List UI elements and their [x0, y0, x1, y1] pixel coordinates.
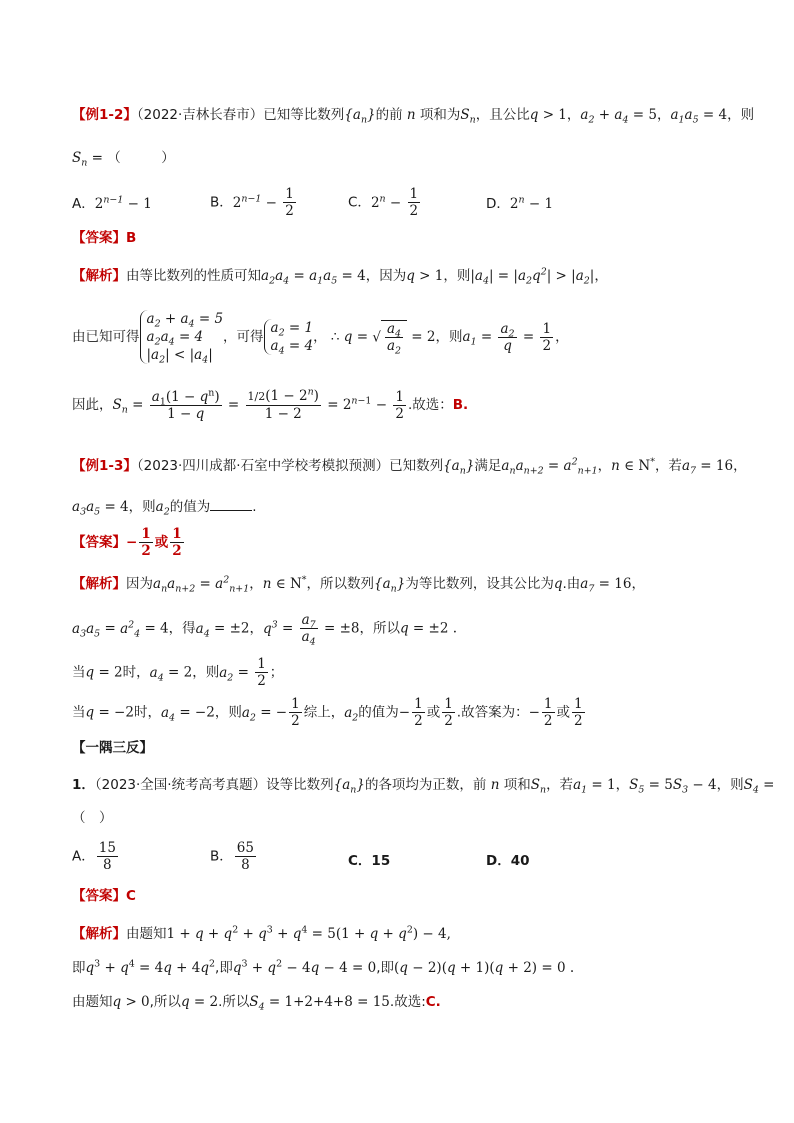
- math: = 4: [100, 499, 129, 515]
- math-frac: $\frac{1}{2}$: [574, 696, 583, 729]
- math: $2^{n-1} - 1$: [94, 194, 152, 212]
- question-stem: 的各项均为正数，前: [364, 777, 487, 793]
- math: = 2: [189, 994, 219, 1010]
- ex13-stem: 已知数列: [389, 458, 444, 474]
- ex13-stem: 满足: [474, 458, 502, 474]
- question-stem: ，则: [716, 777, 744, 793]
- answer-tag: 【答案】: [72, 888, 126, 904]
- analysis-text: ,即: [376, 960, 394, 976]
- math: $a^2_{n+1}$: [563, 456, 598, 477]
- practice-option-a: [72, 840, 120, 873]
- ex12-option-a: [72, 192, 152, 212]
- math: $a_na_{n+2}$: [501, 458, 544, 477]
- analysis-text: 因此，: [72, 397, 113, 413]
- ex12-answer: [72, 228, 136, 248]
- ex12-option-d: [486, 192, 553, 212]
- math: $a_4$: [160, 704, 176, 724]
- ex12-stem: 的前: [375, 107, 403, 123]
- math: = 4: [140, 620, 169, 637]
- math: $S_n$: [72, 150, 88, 169]
- math: = 5: [628, 107, 657, 123]
- ex13-tag: 【例1-3】: [72, 458, 137, 474]
- math: = ±2 .: [408, 620, 458, 637]
- math: = 1: [587, 777, 616, 793]
- analysis-text: 时，: [122, 664, 150, 681]
- math-frac: $\frac{1}{2}$: [291, 696, 300, 729]
- analysis-text: 时，: [133, 704, 161, 721]
- analysis-text: ，因为: [365, 268, 407, 284]
- analysis-text: 由等比数列的性质可知: [126, 268, 261, 284]
- analysis-text: ，则: [443, 268, 471, 284]
- option-value: 40: [510, 853, 530, 869]
- math: = 16: [594, 576, 632, 592]
- math: $a_1$: [573, 777, 588, 796]
- math: $S_n$: [112, 397, 128, 416]
- math: q: [85, 704, 95, 721]
- math: q: [553, 576, 563, 592]
- ex13-source: （2023·四川成都·石室中学校考模拟预测）: [136, 458, 390, 474]
- analysis-text: ，: [631, 576, 645, 592]
- analysis-text: ，: [555, 329, 569, 345]
- math: = ±8: [319, 620, 360, 637]
- question-stem: 设等比数列: [266, 777, 334, 793]
- ex13-stem: ，则: [128, 499, 156, 515]
- math: = 4: [698, 107, 728, 123]
- math: $q^3 + q^2 - 4q - 4 = 0$: [232, 958, 377, 976]
- practice-answer: [72, 886, 136, 906]
- math-system: $a_2 + a_4 = 5$ $a_2a_4 = 4$ $|a_2| < |a_4|$: [140, 310, 224, 364]
- analysis-text: ，可得: [223, 329, 264, 345]
- math-frac: $\frac{15}{8}$: [98, 840, 116, 873]
- analysis-text: ,即: [215, 960, 233, 976]
- analysis-text: ，: [313, 329, 327, 345]
- math-frac: $\frac{1}{2}$: [285, 186, 294, 219]
- option-letter: D．: [486, 196, 510, 212]
- math: $S_4$: [249, 994, 265, 1013]
- option-letter: A．: [72, 196, 95, 212]
- math: q: [406, 268, 415, 284]
- option-letter: A．: [72, 848, 95, 865]
- math: q: [112, 994, 122, 1010]
- math-frac: $\frac{a_7}{a_4}$: [301, 612, 316, 648]
- analysis-text: 即: [72, 960, 86, 976]
- question-source: （2023·全国·统考高考真题）: [94, 777, 267, 793]
- ex12-stem-line1: [72, 105, 754, 125]
- ex13-analysis-line3: [72, 656, 283, 689]
- math: =: [476, 329, 497, 345]
- math: $S_3$: [672, 777, 689, 796]
- math: $a_4$: [614, 107, 629, 126]
- answer-tag: 【答案】: [72, 230, 126, 246]
- math-frac: $\frac{1}{2}$: [542, 320, 552, 354]
- math: $S_4$: [743, 777, 759, 796]
- option-letter: C．: [348, 194, 371, 211]
- ex13-stem: ，: [733, 458, 747, 474]
- math: q: [180, 994, 190, 1010]
- question-stem: ，: [615, 777, 630, 793]
- ex13-analysis-line1: [72, 574, 645, 594]
- math: > 1: [538, 107, 567, 123]
- math-frac: $\frac{1}{2}$: [257, 656, 266, 689]
- option-letter: D．: [486, 853, 511, 869]
- analysis-text: 由已知可得: [72, 329, 140, 345]
- ex12-stem: ，则: [727, 107, 755, 123]
- math: $a_1$: [462, 329, 477, 348]
- math: $a_1a_5$: [670, 107, 699, 126]
- math: q: [85, 664, 95, 681]
- analysis-text: ，所以数列: [306, 576, 375, 592]
- ex12-option-b: [210, 186, 298, 219]
- analysis-text: 综上，: [303, 704, 345, 721]
- math: ∴: [326, 329, 344, 345]
- math: $S_5$: [629, 777, 645, 796]
- analysis-tag: 【解析】: [72, 268, 126, 284]
- math: $a_2$: [155, 499, 170, 518]
- math-frac: $\frac{1}{2}$: [543, 696, 553, 729]
- ex13-stem: 的值为: [169, 499, 211, 515]
- math: $a_2$: [219, 664, 234, 684]
- math: = ±2: [209, 620, 250, 637]
- ex13-analysis-line4: [72, 696, 587, 729]
- math: $a_4$: [149, 664, 164, 684]
- math: =: [518, 329, 539, 345]
- analysis-text: ，: [594, 268, 608, 284]
- math: $\{a_n\}$: [333, 777, 365, 796]
- math-frac: $\frac{1}{2}$: [414, 696, 423, 729]
- question-stem: 项和: [503, 777, 531, 793]
- answer-tag: 【答案】: [72, 534, 126, 551]
- analysis-text: .所以: [218, 994, 250, 1010]
- math: q: [343, 329, 353, 345]
- analysis-text: .故选：: [407, 397, 453, 413]
- analysis-text: 由题知: [126, 926, 167, 942]
- question-stem: ，若: [546, 777, 574, 793]
- ex12-analysis-line3: [72, 388, 468, 422]
- math: −: [126, 534, 138, 551]
- ex12-stem: ，: [566, 107, 581, 123]
- math: $a_3a_5$: [72, 499, 101, 518]
- math: =: [289, 268, 310, 284]
- ex12-stem: 已知等比数列: [263, 107, 345, 123]
- analysis-text: ；: [269, 664, 284, 681]
- analysis-text: ，所以: [359, 620, 400, 637]
- ex12-stem-line2: [72, 148, 175, 168]
- math: = 5: [644, 777, 673, 793]
- math-frac: $\frac{1}{2}$: [172, 526, 182, 559]
- math: $\{a_n\}$: [443, 458, 475, 477]
- analysis-text: 为等比数列，设其公比为: [405, 576, 554, 592]
- analysis-text: 由题知: [72, 994, 113, 1010]
- math: n: [402, 107, 420, 123]
- math: n: [611, 458, 620, 474]
- math: =: [195, 576, 216, 592]
- math-frac: $\frac{a_2}{q}$: [500, 320, 515, 354]
- math: $S_n$: [460, 107, 476, 126]
- question-number: 1．: [72, 777, 95, 793]
- math: =: [352, 329, 373, 345]
- math: ∈ N*: [619, 456, 655, 474]
- math: = 16: [696, 458, 734, 474]
- math: $a_1a_5$: [309, 268, 338, 287]
- math: =: [223, 397, 244, 413]
- analysis-text: 或: [556, 704, 570, 721]
- math: $2^n - 1$: [509, 194, 554, 212]
- math: (q − 2)(q + 1)(q + 2) = 0 .: [394, 960, 575, 976]
- math-sqrt: √ $\frac{a_4}{a_2}$: [372, 320, 407, 354]
- ex12-stem: 项和为: [419, 107, 461, 123]
- math: =: [233, 664, 254, 681]
- analysis-text: ，: [249, 576, 263, 592]
- math: $a^2_4$: [120, 619, 141, 640]
- math-system: $a_2 = 1$ $a_4 = 4$: [264, 319, 314, 355]
- practice-analysis-line2: [72, 958, 574, 978]
- math: $q^3 + q^4 = 4q + 4q^2$: [85, 958, 216, 976]
- practice-q1-line2: （ ）: [72, 810, 113, 826]
- math: $a_7$: [580, 576, 595, 595]
- math: q: [529, 107, 539, 123]
- option-letter: B．: [210, 848, 233, 865]
- math: n: [262, 576, 272, 592]
- ex12-option-c: [348, 186, 422, 219]
- ex13-stem: ，若: [654, 458, 682, 474]
- option-value: 15: [371, 853, 391, 869]
- math: $1 + q + q^2 + q^3 + q^4 = 5(1 + q + q^2) - 4$,: [166, 924, 451, 942]
- practice-option-d: [486, 849, 530, 869]
- analysis-text: 或: [426, 704, 441, 721]
- math-frac: $\frac{1}{2}$: [395, 388, 404, 422]
- analysis-text: ，则: [435, 329, 463, 345]
- practice-heading: 【一隅三反】: [72, 740, 153, 756]
- math: $a_2$: [241, 704, 256, 724]
- analysis-text: .故选:: [389, 994, 426, 1010]
- analysis-text: ，得: [168, 620, 196, 637]
- math-frac: $\frac{1}{2}$: [409, 186, 419, 219]
- math: = 1+2+4+8 = 15: [264, 994, 390, 1010]
- analysis-text: 当: [72, 704, 86, 721]
- math-frac: $\frac{65}{8}$: [236, 840, 254, 873]
- ex12-analysis-line1: [72, 266, 608, 286]
- math: $2^n$ −: [370, 193, 406, 211]
- math-frac: $\frac{a_1(1 - q^n)}{1 - q}$: [151, 387, 220, 422]
- practice-analysis-line3: [72, 992, 441, 1012]
- math: ∈ N*: [271, 574, 307, 592]
- ex13-stem: ，: [597, 458, 612, 474]
- math: = −2: [94, 704, 134, 721]
- math: $|a_4| = |a_2q^2| > |a_2|$: [470, 266, 595, 287]
- math: $a_2a_4$: [261, 268, 290, 287]
- ex12-paren: = （ ）: [87, 150, 175, 166]
- math: $\{a_n\}$: [374, 576, 406, 595]
- analysis-text: ，则: [214, 704, 242, 721]
- math: = −2: [175, 704, 215, 721]
- math: = 4: [337, 268, 366, 284]
- answer-blank: [210, 496, 252, 511]
- answer-value: 或: [154, 534, 169, 551]
- answer-value: C: [126, 888, 136, 904]
- analysis-text: .由: [562, 576, 581, 592]
- math: +: [594, 107, 615, 123]
- ex13-stem-line2: [72, 496, 257, 517]
- math: $a_3a_5$: [72, 620, 101, 640]
- analysis-text: .故答案为：: [456, 704, 529, 721]
- ex13-analysis-line2: [72, 612, 458, 648]
- math: n: [486, 777, 504, 793]
- math: $a_2$: [580, 107, 595, 126]
- analysis-text: ，则: [192, 664, 220, 681]
- math-frac: $\frac{1}{2}$: [141, 526, 151, 559]
- analysis-tag: 【解析】: [72, 926, 126, 942]
- math: > 1: [414, 268, 444, 284]
- math: $a_2$: [344, 704, 359, 724]
- math: $a_7$: [681, 458, 697, 477]
- math: = −: [255, 704, 288, 721]
- option-letter: B．: [210, 194, 233, 211]
- analysis-text: ,所以: [149, 994, 181, 1010]
- math: q: [399, 620, 409, 637]
- math: $2^{n-1}$ −: [232, 193, 282, 211]
- math: = 2: [407, 329, 436, 345]
- ex12-stem: ，且公比: [475, 107, 530, 123]
- math: = 2: [163, 664, 193, 681]
- practice-q1-line1: [72, 775, 775, 795]
- ex12-source: （2022·吉林长春市）: [136, 107, 264, 123]
- ex12-tag: 【例1-2】: [72, 107, 137, 123]
- math: =: [758, 777, 775, 793]
- practice-option-c: [348, 849, 390, 869]
- analysis-choice: C.: [425, 994, 441, 1010]
- math: $a_4$: [195, 620, 210, 640]
- math: $a^2_{n+1}$: [215, 574, 250, 595]
- math: =: [277, 620, 298, 637]
- math: = 2: [94, 664, 123, 681]
- ex13-stem: .: [252, 499, 257, 515]
- math: > 0: [121, 994, 150, 1010]
- math: = $2^{n-1}$ −: [322, 395, 392, 413]
- analysis-text: 因为: [126, 576, 153, 592]
- ex13-answer: [72, 526, 186, 559]
- math: −: [398, 704, 411, 721]
- math: − 4: [688, 777, 717, 793]
- math: $\{a_n\}$: [344, 107, 376, 126]
- analysis-choice: B.: [452, 397, 469, 413]
- ex13-stem-line1: [72, 456, 747, 476]
- analysis-tag: 【解析】: [72, 576, 126, 592]
- analysis-text: 的值为: [358, 704, 399, 721]
- math: −: [528, 704, 540, 721]
- analysis-text: 当: [72, 664, 86, 681]
- option-letter: C．: [348, 853, 372, 869]
- answer-value: B: [126, 230, 137, 246]
- practice-option-b: [210, 840, 258, 873]
- practice-analysis-line1: [72, 924, 451, 944]
- ex12-analysis-line2: [72, 310, 569, 364]
- ex12-stem: ，: [656, 107, 671, 123]
- analysis-text: ，: [249, 620, 264, 637]
- math: =: [100, 620, 121, 637]
- math: =: [543, 458, 564, 474]
- math: $a_na_{n+2}$: [153, 576, 196, 595]
- math: $S_n$: [530, 777, 547, 796]
- math: $q^3$: [263, 619, 278, 637]
- math-frac: $\frac{1/2(1 - 2^n)}{1 - 2}$: [247, 386, 319, 422]
- math-frac: $\frac{1}{2}$: [444, 696, 453, 729]
- math: =: [127, 397, 148, 413]
